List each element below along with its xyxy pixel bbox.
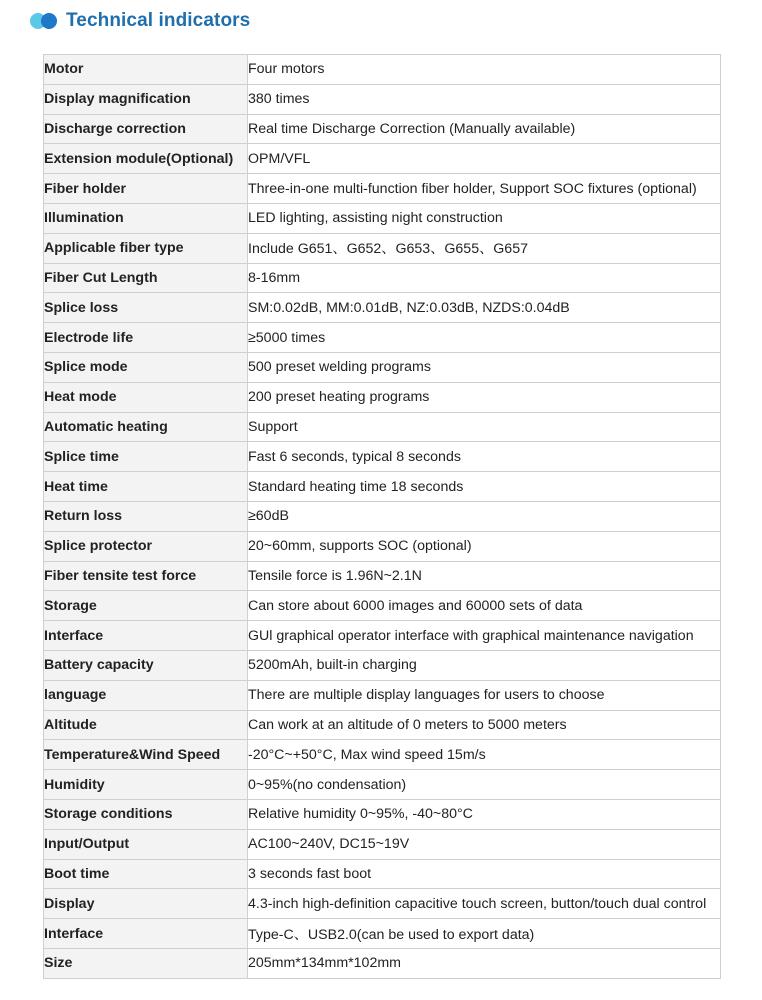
table-row <box>44 531 721 561</box>
spec-label: Automatic heating <box>44 412 248 442</box>
table-row <box>44 770 721 800</box>
spec-label: Splice loss <box>44 293 248 323</box>
table-row <box>44 293 721 323</box>
spec-value: Three-in-one multi-function fiber holder, Support SOC fixtures (optional) <box>248 174 721 204</box>
table-row <box>44 412 721 442</box>
spec-value: 3 seconds fast boot <box>248 859 721 889</box>
table-row <box>44 323 721 353</box>
table-row <box>44 710 721 740</box>
spec-label: Applicable fiber type <box>44 233 248 263</box>
spec-value: GUl graphical operator interface with graphical maintenance navigation <box>248 621 721 651</box>
table-row <box>44 203 721 233</box>
spec-value: Standard heating time 18 seconds <box>248 472 721 502</box>
spec-label: language <box>44 680 248 710</box>
spec-value: SM:0.02dB, MM:0.01dB, NZ:0.03dB, NZDS:0.04dB <box>248 293 721 323</box>
table-row <box>44 919 721 949</box>
spec-value: -20°C~+50°C, Max wind speed 15m/s <box>248 740 721 770</box>
spec-value: There are multiple display languages for users to choose <box>248 680 721 710</box>
spec-value: Real time Discharge Correction (Manually available) <box>248 114 721 144</box>
table-row <box>44 442 721 472</box>
table-row <box>44 55 721 85</box>
spec-value: Tensile force is 1.96N~2.1N <box>248 561 721 591</box>
spec-value: 5200mAh, built-in charging <box>248 650 721 680</box>
two-overlapping-circles-icon <box>30 11 62 31</box>
spec-value: Relative humidity 0~95%, -40~80°C <box>248 799 721 829</box>
spec-value: OPM/VFL <box>248 144 721 174</box>
table-row <box>44 591 721 621</box>
spec-table <box>43 54 721 979</box>
spec-label: Discharge correction <box>44 114 248 144</box>
table-row <box>44 680 721 710</box>
spec-label: Fiber Cut Length <box>44 263 248 293</box>
spec-label: Splice mode <box>44 352 248 382</box>
spec-label: Display magnification <box>44 84 248 114</box>
table-row <box>44 472 721 502</box>
table-row <box>44 501 721 531</box>
table-row <box>44 948 721 978</box>
spec-label: Size <box>44 948 248 978</box>
spec-label: Fiber tensite test force <box>44 561 248 591</box>
spec-label: Battery capacity <box>44 650 248 680</box>
spec-value: Four motors <box>248 55 721 85</box>
spec-label: Extension module(Optional) <box>44 144 248 174</box>
table-row <box>44 859 721 889</box>
spec-value: 8-16mm <box>248 263 721 293</box>
spec-label: Humidity <box>44 770 248 800</box>
table-row <box>44 84 721 114</box>
spec-value: Type-C、USB2.0(can be used to export data) <box>248 919 721 949</box>
spec-label: Fiber holder <box>44 174 248 204</box>
spec-label: Splice time <box>44 442 248 472</box>
spec-value: ≥5000 times <box>248 323 721 353</box>
spec-value: Can store about 6000 images and 60000 sets of data <box>248 591 721 621</box>
spec-label: Motor <box>44 55 248 85</box>
spec-value: LED lighting, assisting night construction <box>248 203 721 233</box>
spec-label: Input/Output <box>44 829 248 859</box>
spec-label: Interface <box>44 919 248 949</box>
table-row <box>44 382 721 412</box>
spec-label: Display <box>44 889 248 919</box>
table-row <box>44 174 721 204</box>
section-title: Technical indicators <box>66 10 251 31</box>
spec-label: Interface <box>44 621 248 651</box>
spec-label: Heat time <box>44 472 248 502</box>
spec-value: 0~95%(no condensation) <box>248 770 721 800</box>
spec-label: Return loss <box>44 501 248 531</box>
table-row <box>44 114 721 144</box>
table-row <box>44 263 721 293</box>
table-row <box>44 233 721 263</box>
spec-label: Temperature&Wind Speed <box>44 740 248 770</box>
table-row <box>44 561 721 591</box>
spec-value: 500 preset welding programs <box>248 352 721 382</box>
spec-value: 4.3-inch high-definition capacitive touch screen, button/touch dual control <box>248 889 721 919</box>
table-row <box>44 829 721 859</box>
table-row <box>44 144 721 174</box>
spec-label: Altitude <box>44 710 248 740</box>
spec-value: 200 preset heating programs <box>248 382 721 412</box>
table-row <box>44 799 721 829</box>
spec-value: Can work at an altitude of 0 meters to 5000 meters <box>248 710 721 740</box>
spec-value: Include G651、G652、G653、G655、G657 <box>248 233 721 263</box>
spec-value: Support <box>248 412 721 442</box>
spec-value: 380 times <box>248 84 721 114</box>
spec-value: ≥60dB <box>248 501 721 531</box>
spec-value: 205mm*134mm*102mm <box>248 948 721 978</box>
spec-label: Illumination <box>44 203 248 233</box>
section-header <box>30 8 250 34</box>
spec-label: Storage <box>44 591 248 621</box>
spec-label: Splice protector <box>44 531 248 561</box>
spec-value: 20~60mm, supports SOC (optional) <box>248 531 721 561</box>
table-row <box>44 740 721 770</box>
spec-value: Fast 6 seconds, typical 8 seconds <box>248 442 721 472</box>
table-row <box>44 889 721 919</box>
table-row <box>44 621 721 651</box>
spec-value: AC100~240V, DC15~19V <box>248 829 721 859</box>
spec-label: Storage conditions <box>44 799 248 829</box>
table-row <box>44 650 721 680</box>
spec-label: Boot time <box>44 859 248 889</box>
table-row <box>44 352 721 382</box>
spec-label: Electrode life <box>44 323 248 353</box>
spec-label: Heat mode <box>44 382 248 412</box>
